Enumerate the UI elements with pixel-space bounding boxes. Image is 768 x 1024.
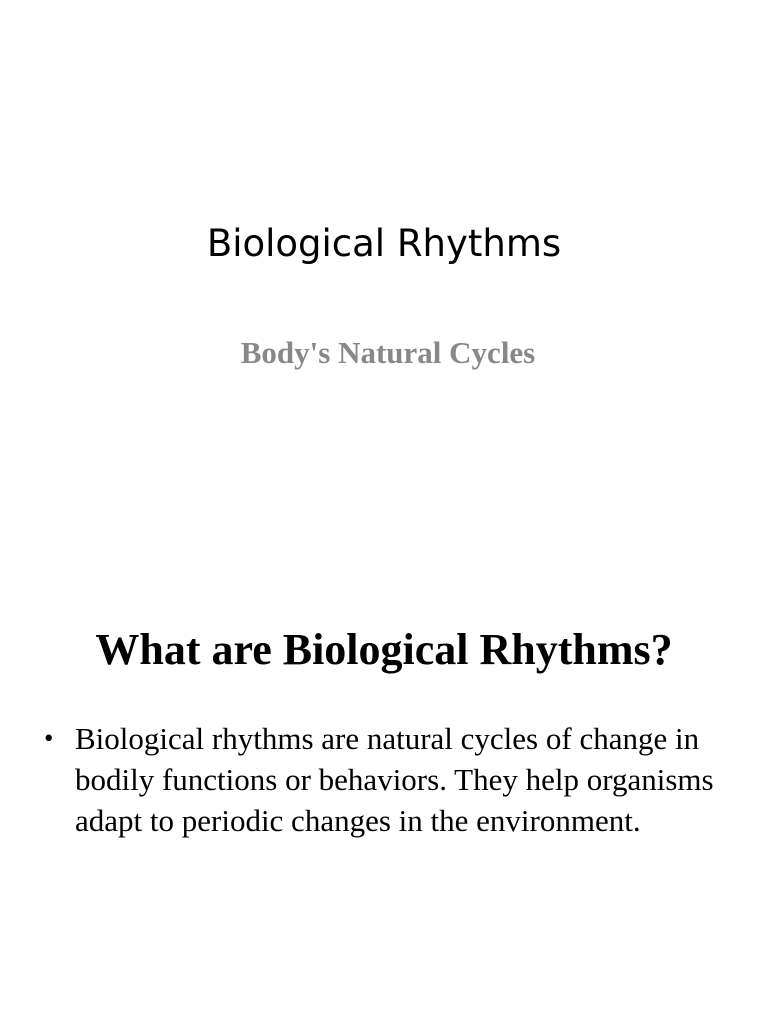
slide-title: Biological Rhythms (206, 222, 562, 265)
bullet-text: Biological rhythms are natural cycles of change in bodily functions or behaviors. They help organisms adapt to periodic changes in the environment. (75, 721, 714, 838)
section-heading: What are Biological Rhythms? (95, 625, 673, 674)
slide-subtitle: Body's Natural Cycles (240, 335, 536, 370)
bullet-list (44, 718, 724, 841)
list-item (44, 718, 724, 841)
bullet-icon: • (44, 723, 54, 753)
